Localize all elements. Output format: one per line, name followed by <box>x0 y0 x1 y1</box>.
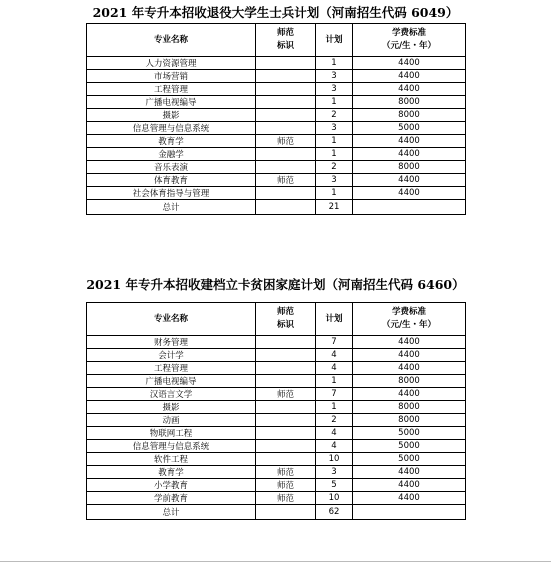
table-row <box>87 349 466 362</box>
cell-major: 会计学 <box>87 349 256 362</box>
cell-normal <box>256 362 316 375</box>
cell-plan: 1 <box>316 148 353 161</box>
table-row <box>87 362 466 375</box>
cell-plan: 4 <box>316 440 353 453</box>
header-fee <box>353 24 466 57</box>
cell-major: 金融学 <box>87 148 256 161</box>
cell-plan: 7 <box>316 388 353 401</box>
header-normal-line1: 师范 <box>276 28 294 38</box>
cell-major: 物联网工程 <box>87 427 256 440</box>
header-fee <box>353 303 466 336</box>
table-row <box>87 336 466 349</box>
total-fee <box>353 505 466 520</box>
header-fee-line1: 学费标准 <box>391 28 426 38</box>
cell-fee: 4400 <box>353 492 466 505</box>
table1-title: 2021 年专升本招收退役大学生士兵计划（河南招生代码 6049） <box>92 5 459 20</box>
header-fee-line2: （元/生・年） <box>381 41 437 51</box>
cell-fee: 5000 <box>353 440 466 453</box>
cell-major: 市场营销 <box>87 70 256 83</box>
cell-plan: 10 <box>316 492 353 505</box>
cell-major: 动画 <box>87 414 256 427</box>
cell-major: 广播电视编导 <box>87 375 256 388</box>
table-row <box>87 401 466 414</box>
cell-fee: 4400 <box>353 336 466 349</box>
cell-fee: 5000 <box>353 427 466 440</box>
cell-plan: 5 <box>316 479 353 492</box>
cell-plan: 1 <box>316 375 353 388</box>
table2-body <box>87 336 466 505</box>
cell-fee: 4400 <box>353 174 466 187</box>
table-row <box>87 135 466 148</box>
table1-body <box>87 57 466 200</box>
cell-fee: 8000 <box>353 96 466 109</box>
table-row <box>87 174 466 187</box>
total-plan: 62 <box>316 505 353 520</box>
cell-normal <box>256 109 316 122</box>
total-normal <box>256 200 316 215</box>
table-row <box>87 70 466 83</box>
cell-normal <box>256 122 316 135</box>
cell-normal: 师范 <box>256 479 316 492</box>
cell-plan: 3 <box>316 70 353 83</box>
table-row <box>87 414 466 427</box>
cell-normal <box>256 440 316 453</box>
cell-fee: 8000 <box>353 401 466 414</box>
cell-fee: 4400 <box>353 148 466 161</box>
cell-major: 音乐表演 <box>87 161 256 174</box>
cell-major: 信息管理与信息系统 <box>87 122 256 135</box>
cell-fee: 4400 <box>353 349 466 362</box>
cell-normal <box>256 161 316 174</box>
cell-plan: 4 <box>316 427 353 440</box>
table-row <box>87 122 466 135</box>
cell-plan: 1 <box>316 401 353 414</box>
table-row <box>87 388 466 401</box>
cell-plan: 3 <box>316 466 353 479</box>
cell-fee: 5000 <box>353 453 466 466</box>
cell-major: 体育教育 <box>87 174 256 187</box>
table-row <box>87 161 466 174</box>
cell-plan: 3 <box>316 122 353 135</box>
cell-normal <box>256 70 316 83</box>
cell-major: 信息管理与信息系统 <box>87 440 256 453</box>
cell-plan: 4 <box>316 362 353 375</box>
cell-normal <box>256 187 316 200</box>
cell-plan: 1 <box>316 135 353 148</box>
cell-major: 广播电视编导 <box>87 96 256 109</box>
header-fee-line2: （元/生・年） <box>381 320 437 330</box>
cell-normal <box>256 349 316 362</box>
table2-title: 2021 年专升本招收建档立卡贫困家庭计划（河南招生代码 6460） <box>86 277 465 292</box>
table1-total-row <box>87 200 466 215</box>
cell-major: 学前教育 <box>87 492 256 505</box>
cell-normal: 师范 <box>256 135 316 148</box>
total-fee <box>353 200 466 215</box>
cell-normal <box>256 375 316 388</box>
header-major: 专业名称 <box>87 303 256 336</box>
cell-plan: 4 <box>316 349 353 362</box>
cell-plan: 3 <box>316 174 353 187</box>
cell-plan: 1 <box>316 187 353 200</box>
cell-normal: 师范 <box>256 466 316 479</box>
cell-plan: 2 <box>316 161 353 174</box>
header-major: 专业名称 <box>87 24 256 57</box>
header-normal <box>256 303 316 336</box>
cell-plan: 1 <box>316 96 353 109</box>
cell-major: 汉语言文学 <box>87 388 256 401</box>
cell-plan: 7 <box>316 336 353 349</box>
table-row <box>87 57 466 70</box>
table-row <box>87 479 466 492</box>
total-label: 总计 <box>87 200 256 215</box>
table-row <box>87 148 466 161</box>
cell-normal <box>256 427 316 440</box>
cell-plan: 3 <box>316 83 353 96</box>
table1 <box>86 23 466 215</box>
table-row <box>87 440 466 453</box>
cell-fee: 4400 <box>353 362 466 375</box>
cell-fee: 8000 <box>353 109 466 122</box>
table-row <box>87 109 466 122</box>
cell-major: 小学教育 <box>87 479 256 492</box>
cell-major: 社会体育指导与管理 <box>87 187 256 200</box>
cell-fee: 4400 <box>353 70 466 83</box>
table-row <box>87 187 466 200</box>
cell-fee: 4400 <box>353 187 466 200</box>
cell-normal <box>256 414 316 427</box>
table-row <box>87 83 466 96</box>
cell-major: 摄影 <box>87 401 256 414</box>
cell-fee: 4400 <box>353 466 466 479</box>
cell-plan: 2 <box>316 414 353 427</box>
cell-normal: 师范 <box>256 174 316 187</box>
cell-major: 教育学 <box>87 466 256 479</box>
table2-header-row <box>87 303 466 336</box>
header-normal <box>256 24 316 57</box>
cell-major: 人力资源管理 <box>87 57 256 70</box>
table-row <box>87 466 466 479</box>
cell-normal <box>256 336 316 349</box>
table-row <box>87 427 466 440</box>
cell-fee: 8000 <box>353 161 466 174</box>
total-plan: 21 <box>316 200 353 215</box>
cell-fee: 4400 <box>353 479 466 492</box>
cell-fee: 8000 <box>353 375 466 388</box>
total-normal <box>256 505 316 520</box>
cell-normal <box>256 83 316 96</box>
header-normal-line2: 标识 <box>276 41 294 51</box>
header-plan: 计划 <box>316 24 353 57</box>
cell-fee: 8000 <box>353 414 466 427</box>
table-row <box>87 492 466 505</box>
cell-fee: 4400 <box>353 83 466 96</box>
cell-major: 财务管理 <box>87 336 256 349</box>
cell-fee: 5000 <box>353 122 466 135</box>
header-normal-line1: 师范 <box>276 307 294 317</box>
cell-plan: 10 <box>316 453 353 466</box>
table1-header-row <box>87 24 466 57</box>
table-row <box>87 453 466 466</box>
cell-fee: 4400 <box>353 388 466 401</box>
header-normal-line2: 标识 <box>276 320 294 330</box>
cell-major: 工程管理 <box>87 362 256 375</box>
cell-major: 摄影 <box>87 109 256 122</box>
cell-plan: 2 <box>316 109 353 122</box>
header-plan: 计划 <box>316 303 353 336</box>
cell-normal: 师范 <box>256 388 316 401</box>
page-bottom-divider <box>0 561 551 562</box>
cell-normal <box>256 453 316 466</box>
cell-normal: 师范 <box>256 492 316 505</box>
table2-total-row <box>87 505 466 520</box>
cell-major: 教育学 <box>87 135 256 148</box>
cell-fee: 4400 <box>353 57 466 70</box>
cell-normal <box>256 96 316 109</box>
cell-normal <box>256 148 316 161</box>
cell-normal <box>256 401 316 414</box>
cell-plan: 1 <box>316 57 353 70</box>
cell-fee: 4400 <box>353 135 466 148</box>
cell-major: 软件工程 <box>87 453 256 466</box>
table-row <box>87 375 466 388</box>
table-row <box>87 96 466 109</box>
cell-normal <box>256 57 316 70</box>
table2 <box>86 302 466 520</box>
header-fee-line1: 学费标准 <box>391 307 426 317</box>
cell-major: 工程管理 <box>87 83 256 96</box>
total-label: 总计 <box>87 505 256 520</box>
